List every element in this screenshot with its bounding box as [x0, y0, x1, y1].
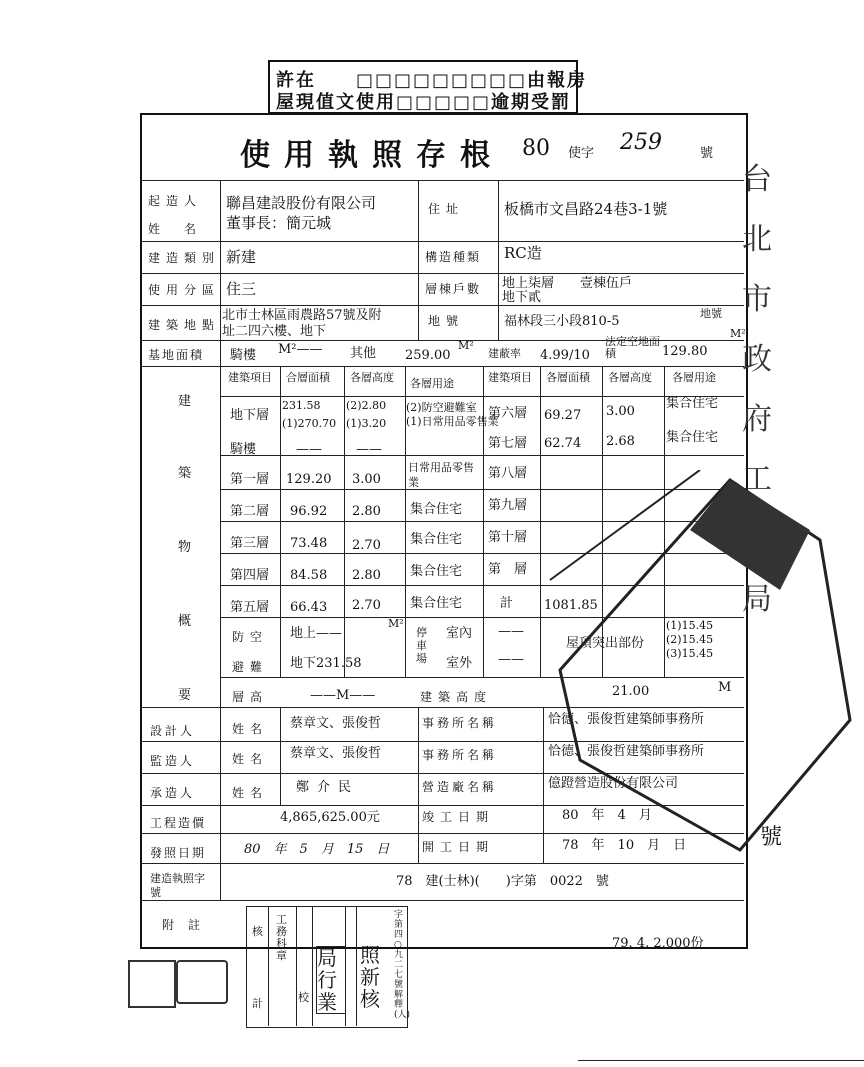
side-char: 局	[742, 582, 772, 617]
zone-value: 住三	[226, 280, 257, 298]
title-main: 使用執照存根	[240, 138, 504, 173]
contractor-office: 億蹬營造股份有限公司	[548, 776, 679, 791]
floor-height: 3.00	[606, 404, 635, 419]
rule	[140, 900, 744, 901]
rule	[483, 366, 484, 677]
contractor-name-label: 姓名	[232, 786, 269, 800]
side-char: 府	[742, 402, 772, 437]
site-label: 建築地點	[148, 318, 221, 332]
storey-height-value: ——M——	[310, 688, 376, 703]
shelter-under: 地下231.58	[290, 656, 362, 671]
header-use-2: 各層用途	[672, 371, 716, 384]
supervisor-office-label: 事務所名稱	[422, 748, 498, 762]
rule	[344, 366, 345, 677]
overlay-stamp	[520, 470, 864, 860]
floor-use: 日常用品零售業	[408, 461, 474, 489]
other-unit: M²	[458, 339, 474, 352]
floor-name: 第十層	[488, 530, 528, 545]
section-label-1: 建	[178, 394, 192, 409]
print-note: 79. 4. 2,000份	[612, 936, 704, 951]
open-space-unit: M²	[730, 327, 746, 340]
floor-use-b: (1)日常用品零售業	[406, 415, 499, 428]
shelter-under-label: 避難	[232, 660, 269, 674]
parking-label: 停車場	[416, 626, 427, 665]
finish-date-label: 竣工日期	[422, 810, 495, 824]
approval-label-b: 計	[252, 997, 263, 1010]
approval-label-a: 核	[252, 925, 263, 938]
permit-number: 78 建(士林)( )字第 0022 號	[396, 874, 609, 889]
parking-indoor-value: ——	[498, 624, 524, 639]
section-label-2: 築	[178, 466, 192, 481]
floor-area-b: (1)270.70	[282, 417, 337, 430]
page-bottom-rule	[578, 1060, 864, 1061]
stamp-line-2: 屋現值文使用□□□□□逾期受罰	[276, 92, 572, 113]
floor-height: 3.00	[352, 472, 381, 487]
floor-name: 第五層	[230, 600, 270, 615]
floor-height: 2.68	[606, 434, 635, 449]
floor-name: 計	[500, 596, 514, 611]
floor-height: ——	[356, 442, 382, 457]
shelter-unit: M²	[388, 617, 404, 630]
start-date: 78 年 10 月 日	[562, 838, 687, 853]
supervisor-name-label: 姓名	[232, 752, 269, 766]
floor-area: 66.43	[290, 600, 328, 615]
owner-company: 聯昌建設股份有限公司	[226, 194, 377, 212]
floors-label: 層棟戶數	[425, 282, 482, 296]
rule	[140, 305, 744, 306]
lot-suffix: 地號	[700, 307, 722, 320]
supervisor-label: 監造人	[150, 754, 196, 768]
building-height-label: 建築高度	[420, 690, 493, 704]
floor-height: (2)2.80	[346, 399, 387, 412]
rule	[312, 906, 313, 1026]
building-height-unit: M	[718, 680, 732, 695]
floor-area: 73.48	[290, 536, 328, 551]
seal-2: 照新核	[360, 943, 380, 1011]
section-label-4: 概	[178, 614, 192, 629]
arcade-value: M²——	[278, 342, 323, 357]
side-char: 務	[742, 522, 772, 557]
stamp-header	[268, 60, 588, 114]
section-label-5: 要	[178, 688, 192, 703]
side-char: 市	[742, 282, 772, 317]
floor-height: 2.80	[352, 504, 381, 519]
category-label: 建造類別	[148, 251, 221, 265]
floor-use: 集合住宅	[410, 502, 463, 517]
coverage-label: 建蔽率	[488, 347, 521, 360]
parking-outdoor: 室外	[446, 656, 473, 671]
start-date-label: 開工日期	[422, 840, 495, 854]
seal-stamp-left	[128, 960, 176, 1008]
title-number: 259	[620, 130, 662, 155]
rule	[140, 241, 744, 242]
floor-use: 集合住宅	[666, 430, 719, 445]
title-year: 80	[522, 136, 550, 161]
header-area-2: 各層面積	[546, 371, 590, 384]
cost-label: 工程造價	[150, 816, 207, 830]
floor-use: 集合住宅	[410, 596, 463, 611]
rule	[498, 180, 499, 340]
contractor-office-label: 營造廠名稱	[422, 780, 498, 794]
rule	[280, 366, 281, 677]
floor-name: 第六層	[488, 406, 528, 421]
floor-use: 集合住宅	[410, 564, 463, 579]
floor-area: 84.58	[290, 568, 328, 583]
title-mid: 使字	[568, 146, 595, 161]
address-value: 板橋市文昌路24巷3-1號	[504, 200, 668, 218]
header-area: 合層面積	[286, 371, 330, 384]
rule	[418, 707, 419, 863]
site-value-2: 址二四六樓、地下	[222, 324, 327, 339]
designer-office-label: 事務所名稱	[422, 716, 498, 730]
floor-name: 第四層	[230, 568, 270, 583]
contractor-label: 承造人	[150, 786, 196, 800]
floor-name: 騎樓	[230, 442, 257, 457]
side-char: 台	[742, 162, 772, 197]
rule	[356, 906, 357, 1026]
floor-height: 2.80	[352, 568, 381, 583]
other-label: 其他	[350, 346, 377, 361]
approval-label-c: 工務科章	[276, 913, 287, 962]
site-value: 北市士林區雨農路57號及附	[222, 308, 382, 323]
edge-number-suffix: 號	[760, 825, 783, 850]
roof-value-3: (3)15.45	[666, 647, 714, 660]
header-use: 各層用途	[410, 377, 454, 390]
shelter-ground: 地上——	[290, 626, 343, 641]
cost-value: 4,865,625.00元	[280, 810, 380, 825]
floor-height: 2.70	[352, 538, 381, 553]
side-char: 工	[742, 462, 772, 497]
floor-use: 集合住宅	[410, 532, 463, 547]
note-label: 附註	[162, 918, 215, 932]
other-value: 259.00	[405, 348, 451, 363]
floor-name: 第二層	[230, 504, 270, 519]
side-char: 北	[742, 222, 772, 257]
designer-label: 設計人	[150, 724, 196, 738]
building-height-value: 21.00	[612, 684, 650, 699]
arcade-label: 騎樓	[230, 348, 257, 363]
approval-label-d: 校	[298, 991, 309, 1004]
parking-outdoor-value: ——	[498, 652, 524, 667]
supervisor-name: 蔡章文、張俊哲	[290, 746, 382, 761]
floor-area: ——	[296, 442, 322, 457]
contractor-name: 鄭介民	[296, 780, 360, 795]
floor-name: 地下層	[230, 408, 270, 423]
roof-label: 屋頂突出部份	[566, 636, 645, 651]
designer-office: 恰德、張俊哲建築師事務所	[548, 712, 705, 727]
floor-use: 集合住宅	[666, 396, 719, 411]
coverage-value: 4.99/10	[540, 348, 590, 363]
rule	[280, 707, 281, 805]
rule	[140, 273, 744, 274]
storey-height-label: 層高	[232, 690, 269, 704]
owner-chairman: 董事長：簡元城	[226, 214, 332, 232]
open-space-value: 129.80	[662, 344, 708, 359]
stamp-line-1: 許在 □□□□□□□□□由報房	[276, 70, 588, 91]
owner-label-2: 姓 名	[148, 222, 203, 236]
rule	[418, 180, 419, 340]
floor-name: 第九層	[488, 498, 528, 513]
floor-name: 第七層	[488, 436, 528, 451]
open-space-label: 法定空地面積	[605, 335, 660, 360]
designer-name-label: 姓名	[232, 722, 269, 736]
lot-value: 福林段三小段810-5	[504, 314, 620, 329]
floor-area: 96.92	[290, 504, 328, 519]
floor-area: 129.20	[286, 472, 332, 487]
floor-height-b: (1)3.20	[346, 417, 387, 430]
floor-area: 62.74	[544, 436, 582, 451]
floor-name: 第 層	[488, 562, 528, 577]
section-label-3: 物	[178, 540, 192, 555]
floor-use: (2)防空避難室	[406, 401, 477, 414]
floor-name: 第一層	[230, 472, 270, 487]
address-label: 住址	[428, 202, 465, 216]
permit-number-label: 建造執照字號	[150, 872, 205, 899]
rule	[140, 366, 744, 367]
rule	[296, 906, 297, 1026]
roof-value-1: (1)15.45	[666, 619, 714, 632]
rule	[220, 180, 221, 900]
owner-label: 起造人	[148, 194, 203, 208]
designer-name: 蔡章文、張俊哲	[290, 716, 382, 731]
issue-date: 80 年 5 月 15 日	[244, 842, 390, 857]
finish-date: 80 年 4 月	[562, 808, 652, 823]
lot-label: 地號	[428, 314, 465, 328]
rule	[140, 863, 744, 864]
header-item-2: 建築項目	[488, 371, 532, 384]
parking-indoor: 室內	[446, 626, 473, 641]
floor-area: 231.58	[282, 399, 321, 412]
rule	[140, 180, 744, 181]
title-suffix: 號	[700, 146, 714, 161]
header-item: 建築項目	[228, 371, 272, 384]
structure-label: 構造種類	[425, 250, 482, 264]
floors-value-2: 地下貳	[502, 290, 542, 305]
seal-1: 局行業	[316, 946, 346, 1014]
rule	[268, 906, 269, 1026]
base-area-label: 基地面積	[148, 348, 205, 362]
floor-name: 第三層	[230, 536, 270, 551]
floor-height: 2.70	[352, 598, 381, 613]
header-height: 各層高度	[350, 371, 394, 384]
floor-name: 第八層	[488, 466, 528, 481]
zone-label: 使用分區	[148, 283, 221, 297]
floors-value: 地上柒層 壹棟伍戶	[502, 276, 633, 291]
floor-area: 69.27	[544, 408, 582, 423]
header-height-2: 各層高度	[608, 371, 652, 384]
shelter-label: 防空	[232, 630, 269, 644]
roof-value-2: (2)15.45	[666, 633, 714, 646]
issue-date-label: 發照日期	[150, 846, 207, 860]
side-text	[742, 150, 782, 630]
category-value: 新建	[226, 248, 257, 266]
side-char: 政	[742, 342, 772, 377]
seal-stamp-right	[176, 960, 228, 1004]
form-title	[240, 130, 504, 174]
structure-value: RC造	[504, 244, 542, 262]
floor-area: 1081.85	[544, 598, 598, 613]
supervisor-office: 恰德、張俊哲建築師事務所	[548, 744, 705, 759]
regulation-stamp: 字第四○九二七號解釋(人)	[394, 910, 411, 1020]
